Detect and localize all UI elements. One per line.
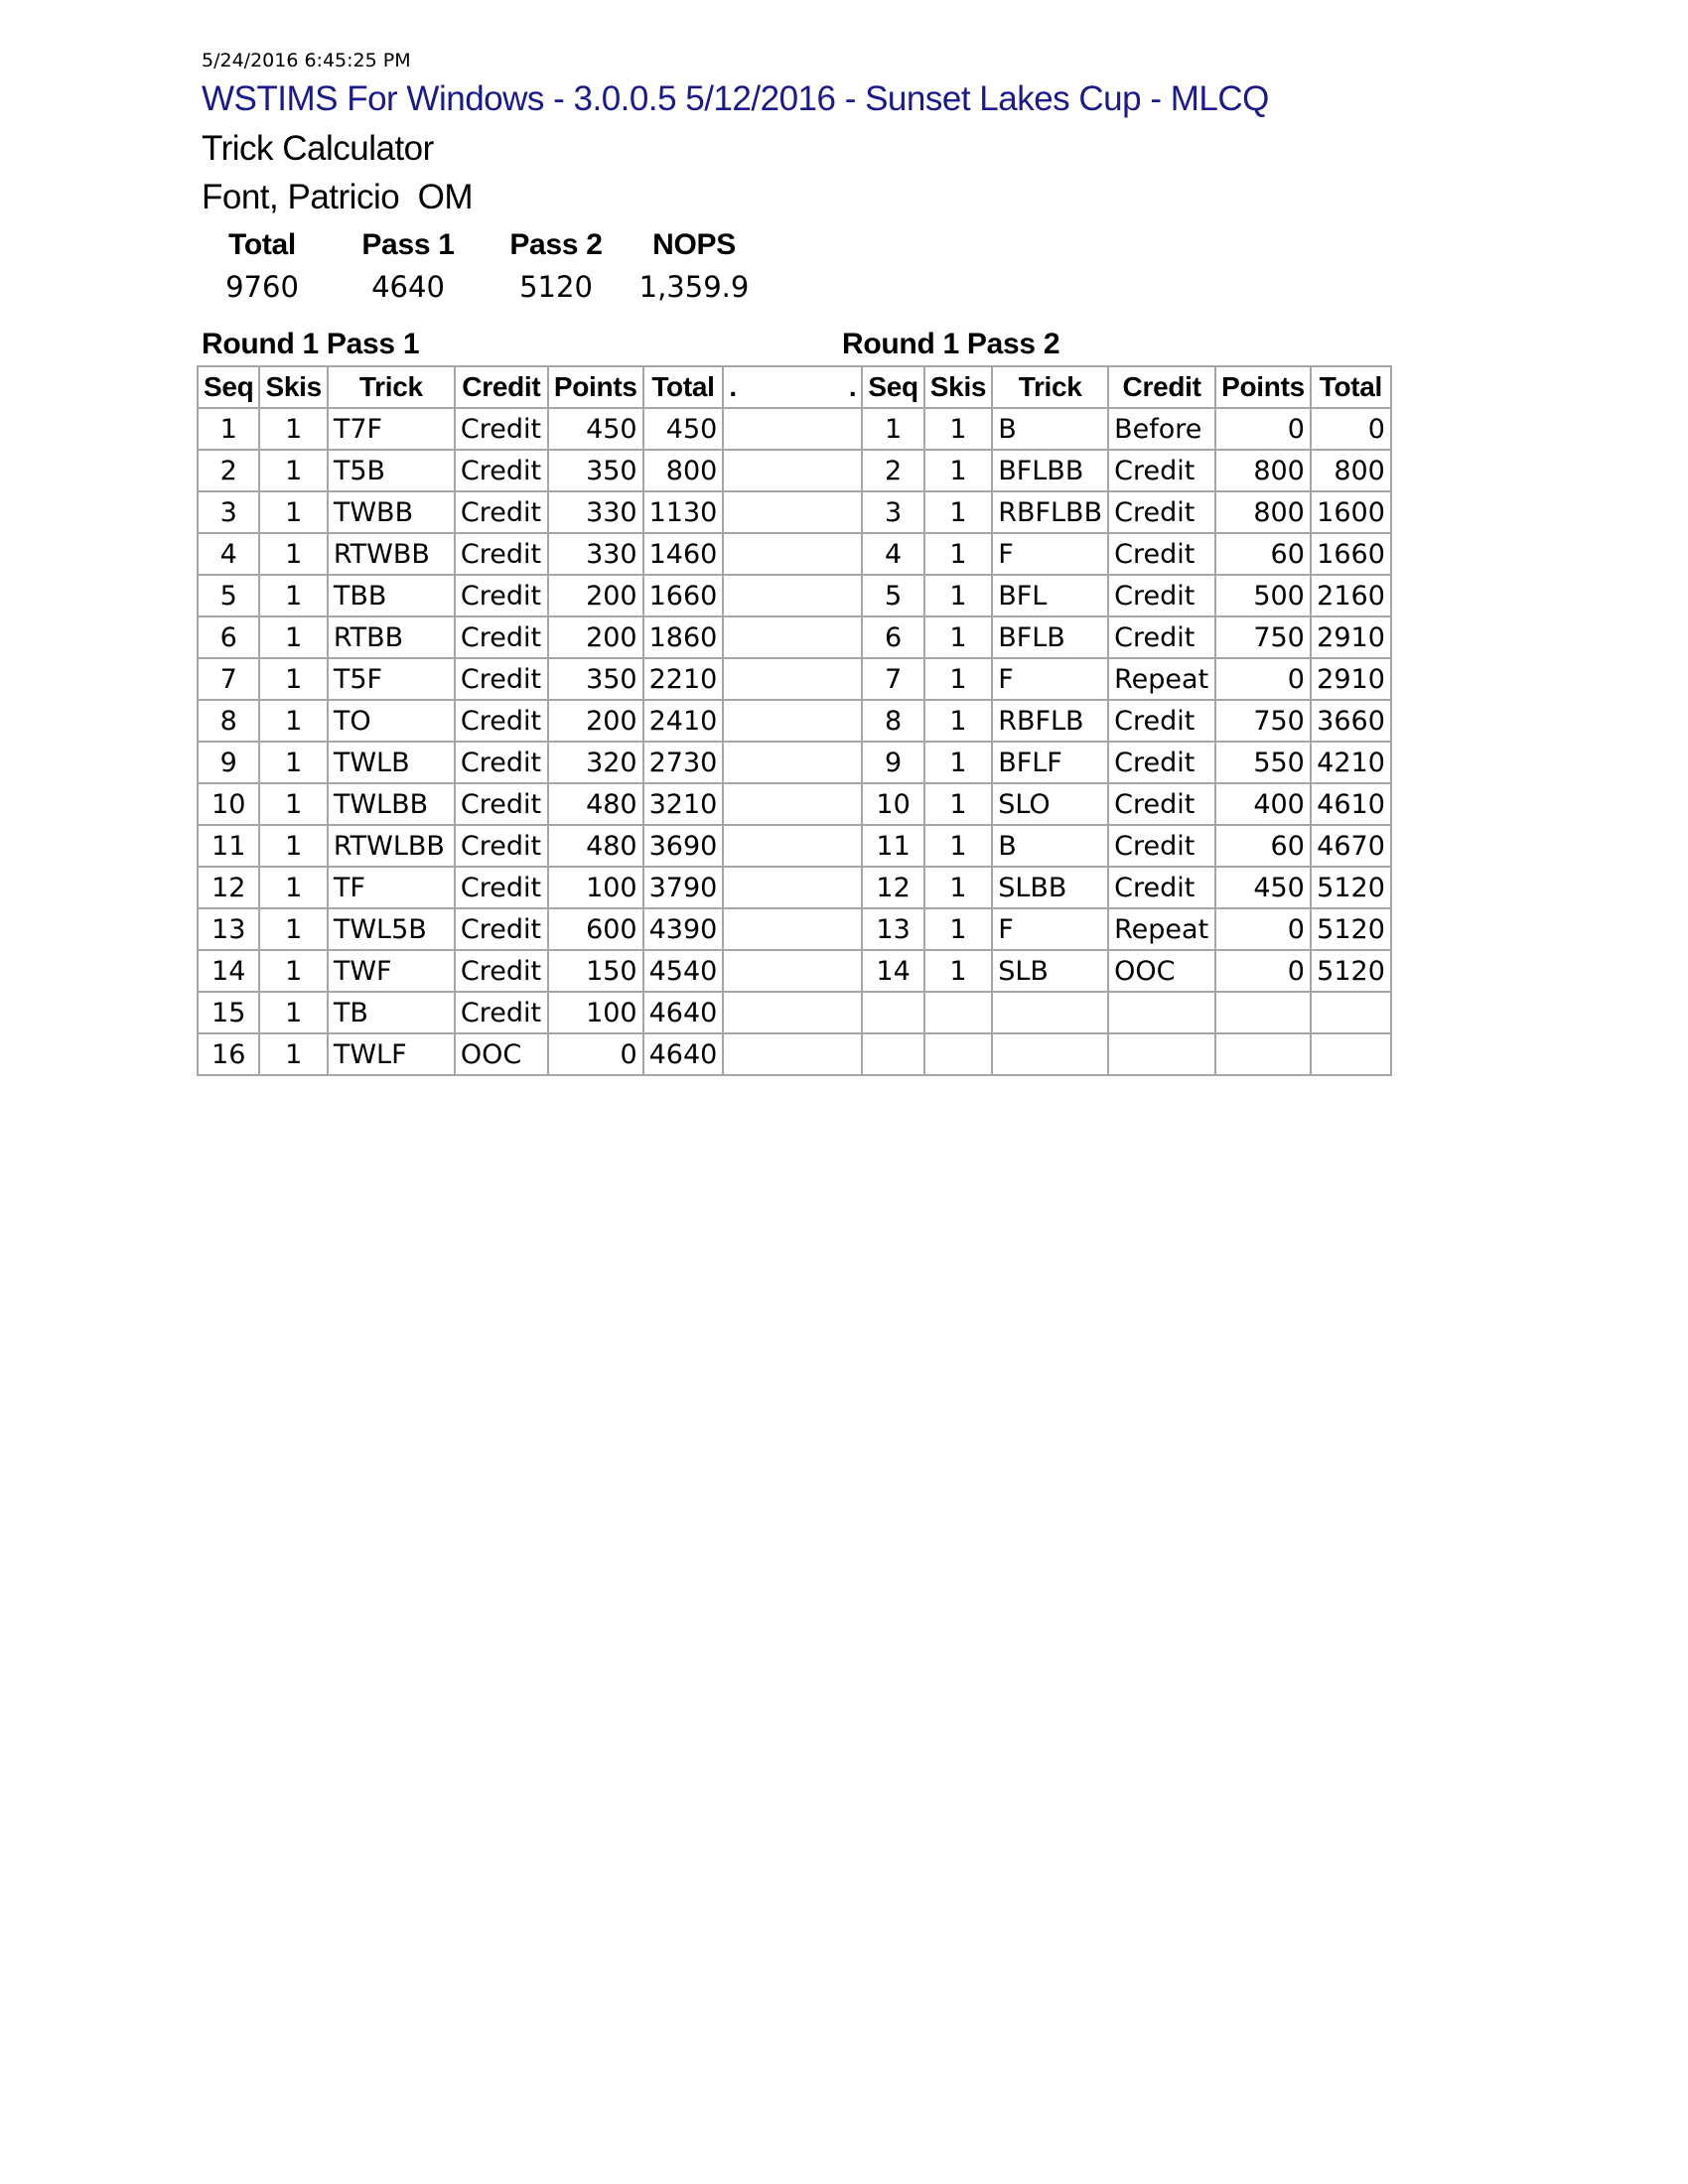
p2-total-cell: 5120 xyxy=(1311,908,1391,950)
p2-points-cell xyxy=(1215,992,1311,1033)
p2-seq-cell: 3 xyxy=(862,491,923,533)
p1-seq-cell: 6 xyxy=(198,616,259,658)
p1-trick-cell: TWLBB xyxy=(328,783,455,825)
p2-credit-cell: Credit xyxy=(1108,575,1215,616)
summary-value-total: 9760 xyxy=(225,270,299,304)
p2-total-cell: 5120 xyxy=(1311,950,1391,992)
p1-total-cell: 1460 xyxy=(643,533,724,575)
p1-trick-cell: TWLF xyxy=(328,1033,455,1075)
p1-seq-cell: 3 xyxy=(198,491,259,533)
p1-col-trick: Trick xyxy=(328,366,455,408)
p2-total-cell: 0 xyxy=(1311,408,1391,450)
p2-credit-cell: Credit xyxy=(1108,867,1215,908)
p1-total-cell: 4640 xyxy=(643,992,724,1033)
p1-points-cell: 100 xyxy=(548,992,643,1033)
p2-credit-cell: Credit xyxy=(1108,825,1215,867)
separator-cell xyxy=(723,1033,862,1075)
p1-total-cell: 2730 xyxy=(643,742,724,783)
p2-points-cell: 60 xyxy=(1215,825,1311,867)
p2-trick-cell: SLB xyxy=(992,950,1108,992)
p2-trick-cell xyxy=(992,1033,1108,1075)
p2-credit-cell: Credit xyxy=(1108,533,1215,575)
p2-skis-cell: 1 xyxy=(924,616,992,658)
p2-col-credit: Credit xyxy=(1108,366,1215,408)
p2-points-cell xyxy=(1215,1033,1311,1075)
p2-skis-cell xyxy=(924,1033,992,1075)
p2-points-cell: 0 xyxy=(1215,950,1311,992)
p2-col-skis: Skis xyxy=(924,366,992,408)
table-row xyxy=(198,992,1391,1033)
p1-skis-cell: 1 xyxy=(259,783,327,825)
separator-cell xyxy=(723,700,862,742)
separator-left-mark: . xyxy=(729,371,737,402)
p1-col-points: Points xyxy=(548,366,643,408)
p2-credit-cell: Credit xyxy=(1108,491,1215,533)
p1-seq-cell: 11 xyxy=(198,825,259,867)
p2-skis-cell: 1 xyxy=(924,867,992,908)
p1-points-cell: 200 xyxy=(548,616,643,658)
table-row xyxy=(198,575,1391,616)
p2-trick-cell: BFLBB xyxy=(992,450,1108,491)
table-row xyxy=(198,616,1391,658)
p1-trick-cell: TWL5B xyxy=(328,908,455,950)
p1-col-credit: Credit xyxy=(455,366,548,408)
p1-trick-cell: T7F xyxy=(328,408,455,450)
p1-credit-cell: Credit xyxy=(455,992,548,1033)
p2-total-cell: 3660 xyxy=(1311,700,1391,742)
separator-cell xyxy=(723,992,862,1033)
trick-results-table xyxy=(197,365,1392,1076)
separator-cell xyxy=(723,825,862,867)
p2-skis-cell: 1 xyxy=(924,908,992,950)
p1-total-cell: 2410 xyxy=(643,700,724,742)
p2-credit-cell: Before xyxy=(1108,408,1215,450)
pass2-title: Round 1 Pass 2 xyxy=(842,328,1060,360)
p1-total-cell: 450 xyxy=(643,408,724,450)
p1-points-cell: 600 xyxy=(548,908,643,950)
p2-total-cell: 4610 xyxy=(1311,783,1391,825)
p1-points-cell: 330 xyxy=(548,491,643,533)
p2-skis-cell: 1 xyxy=(924,408,992,450)
p1-points-cell: 350 xyxy=(548,450,643,491)
separator-cell xyxy=(723,450,862,491)
p2-points-cell: 750 xyxy=(1215,616,1311,658)
p2-trick-cell: BFLB xyxy=(992,616,1108,658)
p2-skis-cell: 1 xyxy=(924,950,992,992)
p2-points-cell: 500 xyxy=(1215,575,1311,616)
p2-skis-cell: 1 xyxy=(924,533,992,575)
separator-cell xyxy=(723,575,862,616)
p1-total-cell: 4390 xyxy=(643,908,724,950)
p1-trick-cell: TB xyxy=(328,992,455,1033)
p1-skis-cell: 1 xyxy=(259,825,327,867)
p1-points-cell: 480 xyxy=(548,825,643,867)
p1-points-cell: 450 xyxy=(548,408,643,450)
p2-trick-cell: BFLF xyxy=(992,742,1108,783)
p1-seq-cell: 10 xyxy=(198,783,259,825)
p1-total-cell: 2210 xyxy=(643,658,724,700)
p1-points-cell: 200 xyxy=(548,575,643,616)
p1-credit-cell: OOC xyxy=(455,1033,548,1075)
p1-credit-cell: Credit xyxy=(455,616,548,658)
p2-total-cell: 2160 xyxy=(1311,575,1391,616)
p1-points-cell: 480 xyxy=(548,783,643,825)
p1-credit-cell: Credit xyxy=(455,408,548,450)
p1-trick-cell: RTWBB xyxy=(328,533,455,575)
p1-total-cell: 1130 xyxy=(643,491,724,533)
p2-seq-cell: 8 xyxy=(862,700,923,742)
separator-cell xyxy=(723,867,862,908)
p1-seq-cell: 9 xyxy=(198,742,259,783)
p1-seq-cell: 13 xyxy=(198,908,259,950)
p2-credit-cell: Credit xyxy=(1108,700,1215,742)
table-row xyxy=(198,1033,1391,1075)
p1-skis-cell: 1 xyxy=(259,992,327,1033)
summary-header-pass2: Pass 2 xyxy=(509,228,603,261)
p2-total-cell: 2910 xyxy=(1311,616,1391,658)
p2-seq-cell xyxy=(862,1033,923,1075)
p2-skis-cell: 1 xyxy=(924,491,992,533)
p2-seq-cell xyxy=(862,992,923,1033)
p1-seq-cell: 8 xyxy=(198,700,259,742)
p2-trick-cell: F xyxy=(992,908,1108,950)
p2-trick-cell: BFL xyxy=(992,575,1108,616)
p2-points-cell: 0 xyxy=(1215,658,1311,700)
p2-skis-cell: 1 xyxy=(924,700,992,742)
pass1-title: Round 1 Pass 1 xyxy=(202,328,420,360)
table-row xyxy=(198,867,1391,908)
p1-seq-cell: 14 xyxy=(198,950,259,992)
app-title: WSTIMS For Windows - 3.0.0.5 5/12/2016 - Sunset Lakes Cup - MLCQ xyxy=(202,79,1269,118)
p2-skis-cell: 1 xyxy=(924,450,992,491)
p1-skis-cell: 1 xyxy=(259,867,327,908)
p1-points-cell: 330 xyxy=(548,533,643,575)
p2-credit-cell: Credit xyxy=(1108,616,1215,658)
separator-cell xyxy=(723,408,862,450)
separator-right-mark: . xyxy=(848,371,857,402)
table-row xyxy=(198,533,1391,575)
p2-skis-cell: 1 xyxy=(924,783,992,825)
p1-trick-cell: TBB xyxy=(328,575,455,616)
p1-col-total: Total xyxy=(643,366,724,408)
p1-seq-cell: 12 xyxy=(198,867,259,908)
p2-credit-cell: Repeat xyxy=(1108,908,1215,950)
p1-skis-cell: 1 xyxy=(259,950,327,992)
skier-line xyxy=(202,178,473,217)
p2-total-cell: 1600 xyxy=(1311,491,1391,533)
skier-division: OM xyxy=(417,178,474,216)
p1-skis-cell: 1 xyxy=(259,408,327,450)
p1-total-cell: 3690 xyxy=(643,825,724,867)
p2-seq-cell: 4 xyxy=(862,533,923,575)
p2-seq-cell: 1 xyxy=(862,408,923,450)
p1-points-cell: 320 xyxy=(548,742,643,783)
p1-seq-cell: 5 xyxy=(198,575,259,616)
table-row xyxy=(198,408,1391,450)
p1-seq-cell: 2 xyxy=(198,450,259,491)
p1-trick-cell: TF xyxy=(328,867,455,908)
print-timestamp: 5/24/2016 6:45:25 PM xyxy=(202,50,411,71)
p2-points-cell: 60 xyxy=(1215,533,1311,575)
table-row xyxy=(198,658,1391,700)
p1-seq-cell: 16 xyxy=(198,1033,259,1075)
table-row xyxy=(198,700,1391,742)
summary-value-pass1: 4640 xyxy=(371,270,445,304)
p2-trick-cell: F xyxy=(992,533,1108,575)
p1-total-cell: 800 xyxy=(643,450,724,491)
p2-seq-cell: 5 xyxy=(862,575,923,616)
p1-total-cell: 4640 xyxy=(643,1033,724,1075)
p2-trick-cell xyxy=(992,992,1108,1033)
p1-trick-cell: T5F xyxy=(328,658,455,700)
p2-total-cell xyxy=(1311,1033,1391,1075)
separator-cell xyxy=(723,783,862,825)
separator-cell xyxy=(723,908,862,950)
p2-seq-cell: 13 xyxy=(862,908,923,950)
p1-credit-cell: Credit xyxy=(455,450,548,491)
p2-skis-cell: 1 xyxy=(924,575,992,616)
summary-header-pass1: Pass 1 xyxy=(361,228,455,261)
p2-trick-cell: RBFLBB xyxy=(992,491,1108,533)
p2-points-cell: 450 xyxy=(1215,867,1311,908)
p2-col-points: Points xyxy=(1215,366,1311,408)
p1-credit-cell: Credit xyxy=(455,825,548,867)
table-header-row xyxy=(198,366,1391,408)
report-title: Trick Calculator xyxy=(202,129,434,168)
p1-trick-cell: RTWLBB xyxy=(328,825,455,867)
p2-points-cell: 800 xyxy=(1215,450,1311,491)
p2-col-total: Total xyxy=(1311,366,1391,408)
p1-skis-cell: 1 xyxy=(259,491,327,533)
p1-credit-cell: Credit xyxy=(455,658,548,700)
p2-total-cell: 1660 xyxy=(1311,533,1391,575)
p1-points-cell: 0 xyxy=(548,1033,643,1075)
separator-cell xyxy=(723,742,862,783)
p2-seq-cell: 9 xyxy=(862,742,923,783)
p2-seq-cell: 7 xyxy=(862,658,923,700)
p1-skis-cell: 1 xyxy=(259,700,327,742)
p1-col-skis: Skis xyxy=(259,366,327,408)
p2-points-cell: 0 xyxy=(1215,408,1311,450)
p1-total-cell: 3790 xyxy=(643,867,724,908)
table-row xyxy=(198,742,1391,783)
p2-skis-cell: 1 xyxy=(924,825,992,867)
skier-name: Font, Patricio xyxy=(202,178,400,216)
summary-header-total: Total xyxy=(228,228,296,261)
p1-seq-cell: 1 xyxy=(198,408,259,450)
p1-trick-cell: TWLB xyxy=(328,742,455,783)
separator-cell xyxy=(723,658,862,700)
p1-trick-cell: TO xyxy=(328,700,455,742)
p2-seq-cell: 2 xyxy=(862,450,923,491)
p1-total-cell: 4540 xyxy=(643,950,724,992)
p1-credit-cell: Credit xyxy=(455,908,548,950)
p1-credit-cell: Credit xyxy=(455,533,548,575)
p1-credit-cell: Credit xyxy=(455,700,548,742)
p2-credit-cell xyxy=(1108,992,1215,1033)
p2-col-seq: Seq xyxy=(862,366,923,408)
p1-skis-cell: 1 xyxy=(259,533,327,575)
separator-cell xyxy=(723,950,862,992)
p1-skis-cell: 1 xyxy=(259,1033,327,1075)
p1-skis-cell: 1 xyxy=(259,658,327,700)
p2-seq-cell: 11 xyxy=(862,825,923,867)
p1-trick-cell: RTBB xyxy=(328,616,455,658)
p1-credit-cell: Credit xyxy=(455,491,548,533)
p2-trick-cell: B xyxy=(992,408,1108,450)
p2-trick-cell: F xyxy=(992,658,1108,700)
p2-skis-cell: 1 xyxy=(924,742,992,783)
p2-total-cell: 800 xyxy=(1311,450,1391,491)
p2-skis-cell: 1 xyxy=(924,658,992,700)
p2-points-cell: 550 xyxy=(1215,742,1311,783)
separator-cell xyxy=(723,491,862,533)
p2-col-trick: Trick xyxy=(992,366,1108,408)
p1-seq-cell: 15 xyxy=(198,992,259,1033)
p2-skis-cell xyxy=(924,992,992,1033)
p1-trick-cell: TWF xyxy=(328,950,455,992)
p1-col-seq: Seq xyxy=(198,366,259,408)
p2-trick-cell: RBFLB xyxy=(992,700,1108,742)
p1-total-cell: 1860 xyxy=(643,616,724,658)
p2-seq-cell: 14 xyxy=(862,950,923,992)
p2-trick-cell: SLO xyxy=(992,783,1108,825)
p2-points-cell: 400 xyxy=(1215,783,1311,825)
table-row xyxy=(198,491,1391,533)
p2-seq-cell: 6 xyxy=(862,616,923,658)
p1-credit-cell: Credit xyxy=(455,742,548,783)
p2-total-cell: 5120 xyxy=(1311,867,1391,908)
summary-value-nops: 1,359.9 xyxy=(638,270,750,304)
p1-seq-cell: 7 xyxy=(198,658,259,700)
separator-header xyxy=(723,366,862,408)
p1-total-cell: 1660 xyxy=(643,575,724,616)
p2-points-cell: 0 xyxy=(1215,908,1311,950)
summary-header-nops: NOPS xyxy=(652,228,736,261)
p1-points-cell: 100 xyxy=(548,867,643,908)
p1-points-cell: 350 xyxy=(548,658,643,700)
p1-trick-cell: TWBB xyxy=(328,491,455,533)
p2-points-cell: 750 xyxy=(1215,700,1311,742)
p1-points-cell: 150 xyxy=(548,950,643,992)
p1-credit-cell: Credit xyxy=(455,783,548,825)
p1-skis-cell: 1 xyxy=(259,616,327,658)
table-body xyxy=(198,408,1391,1075)
table-row xyxy=(198,783,1391,825)
p2-credit-cell: Repeat xyxy=(1108,658,1215,700)
p1-skis-cell: 1 xyxy=(259,742,327,783)
p1-credit-cell: Credit xyxy=(455,867,548,908)
separator-cell xyxy=(723,616,862,658)
summary-value-pass2: 5120 xyxy=(519,270,593,304)
p2-trick-cell: SLBB xyxy=(992,867,1108,908)
p2-seq-cell: 12 xyxy=(862,867,923,908)
p2-seq-cell: 10 xyxy=(862,783,923,825)
p2-credit-cell: Credit xyxy=(1108,742,1215,783)
table-row xyxy=(198,825,1391,867)
p2-trick-cell: B xyxy=(992,825,1108,867)
p2-points-cell: 800 xyxy=(1215,491,1311,533)
p1-credit-cell: Credit xyxy=(455,950,548,992)
p2-credit-cell: OOC xyxy=(1108,950,1215,992)
p1-seq-cell: 4 xyxy=(198,533,259,575)
p2-total-cell: 2910 xyxy=(1311,658,1391,700)
p1-trick-cell: T5B xyxy=(328,450,455,491)
p1-credit-cell: Credit xyxy=(455,575,548,616)
p2-total-cell xyxy=(1311,992,1391,1033)
p2-credit-cell: Credit xyxy=(1108,450,1215,491)
separator-cell xyxy=(723,533,862,575)
table-row xyxy=(198,950,1391,992)
p1-total-cell: 3210 xyxy=(643,783,724,825)
p2-total-cell: 4670 xyxy=(1311,825,1391,867)
p1-skis-cell: 1 xyxy=(259,575,327,616)
p2-total-cell: 4210 xyxy=(1311,742,1391,783)
p1-skis-cell: 1 xyxy=(259,450,327,491)
table-row xyxy=(198,450,1391,491)
p1-skis-cell: 1 xyxy=(259,908,327,950)
p2-credit-cell xyxy=(1108,1033,1215,1075)
p2-credit-cell: Credit xyxy=(1108,783,1215,825)
table-row xyxy=(198,908,1391,950)
p1-points-cell: 200 xyxy=(548,700,643,742)
